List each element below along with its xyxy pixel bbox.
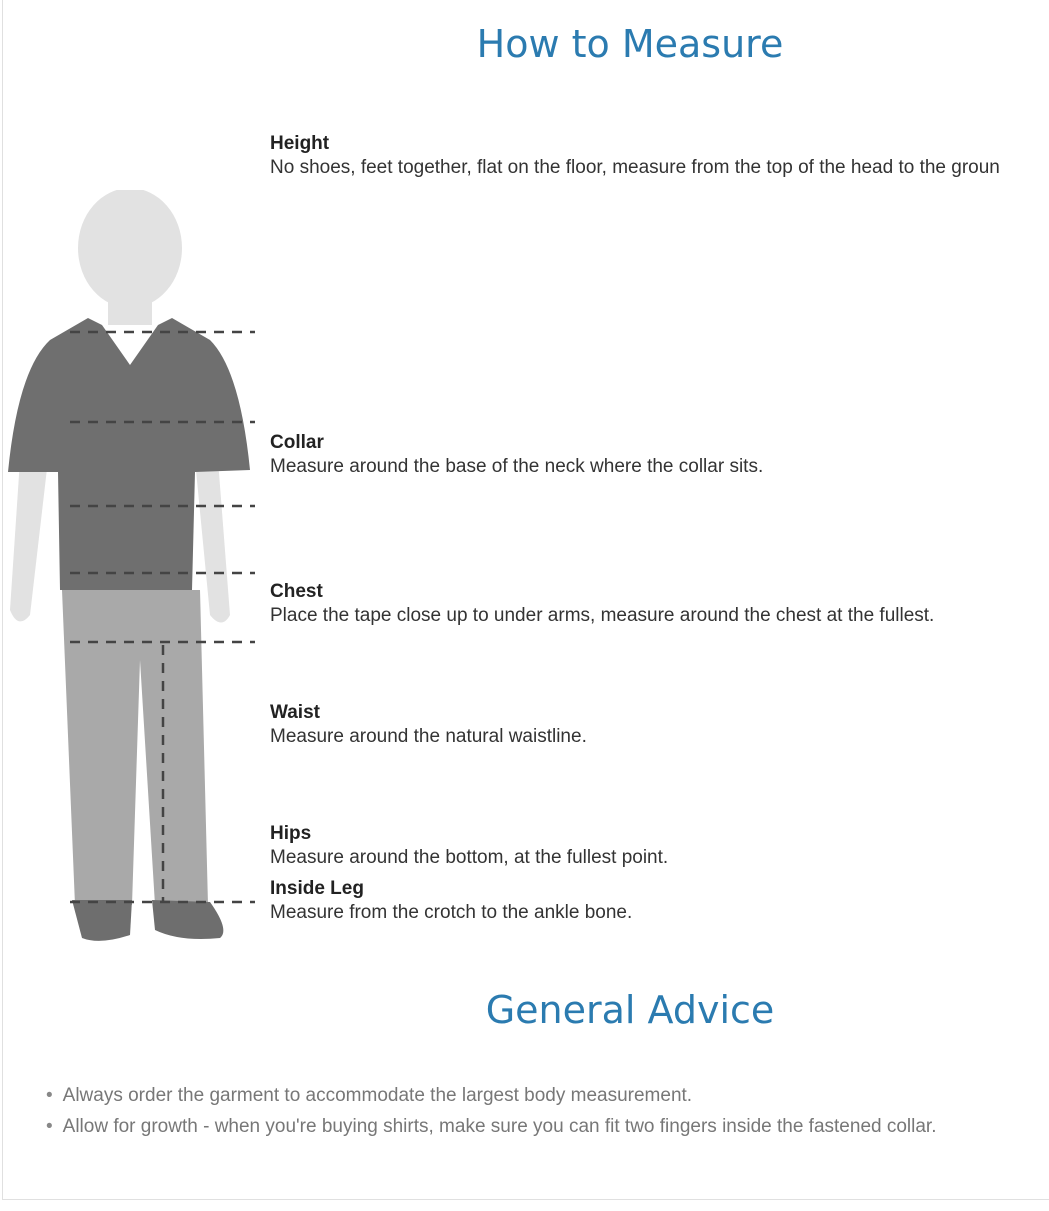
measure-entry-hips bbox=[270, 822, 668, 870]
measure-desc-hips: Measure around the bottom, at the fullest point. bbox=[270, 847, 669, 868]
body-figure-illustration bbox=[0, 190, 270, 950]
measure-desc-collar: Measure around the base of the neck where the collar sits. bbox=[270, 456, 764, 477]
measure-entry-collar bbox=[270, 431, 763, 479]
measure-desc-waist: Measure around the natural waistline. bbox=[270, 726, 587, 747]
heading-how-to-measure: How to Measure bbox=[476, 22, 784, 66]
measure-desc-inside-leg: Measure from the crotch to the ankle bone. bbox=[270, 902, 633, 923]
figure-right-shoe bbox=[152, 900, 223, 939]
figure-right-arm bbox=[195, 460, 230, 623]
measure-entry-inside-leg bbox=[270, 877, 632, 925]
figure-head bbox=[78, 190, 182, 308]
measure-label-collar: Collar bbox=[270, 432, 324, 453]
measure-entry-chest bbox=[270, 580, 934, 628]
measure-label-waist: Waist bbox=[270, 702, 320, 723]
advice-item: • Always order the garment to accommodate the largest body measurement. bbox=[46, 1080, 937, 1111]
measure-entry-waist bbox=[270, 701, 587, 749]
measure-label-inside-leg: Inside Leg bbox=[270, 878, 364, 899]
figure-left-shoe bbox=[72, 900, 132, 941]
heading-general-advice: General Advice bbox=[485, 988, 775, 1032]
measure-label-chest: Chest bbox=[270, 581, 323, 602]
measure-entry-height bbox=[270, 132, 1000, 180]
measure-label-height: Height bbox=[270, 133, 330, 154]
advice-list bbox=[46, 1080, 937, 1142]
figure-trousers bbox=[62, 590, 208, 905]
figure-neck bbox=[108, 295, 152, 325]
measure-desc-height: No shoes, feet together, flat on the floor, measure from the top of the head to the groun bbox=[270, 157, 1000, 178]
figure-left-arm bbox=[10, 460, 48, 621]
advice-item: • Allow for growth - when you're buying shirts, make sure you can fit two fingers inside the fastened collar. bbox=[46, 1111, 937, 1142]
measure-desc-chest: Place the tape close up to under arms, measure around the chest at the fullest. bbox=[270, 605, 935, 626]
measure-label-hips: Hips bbox=[270, 823, 312, 844]
